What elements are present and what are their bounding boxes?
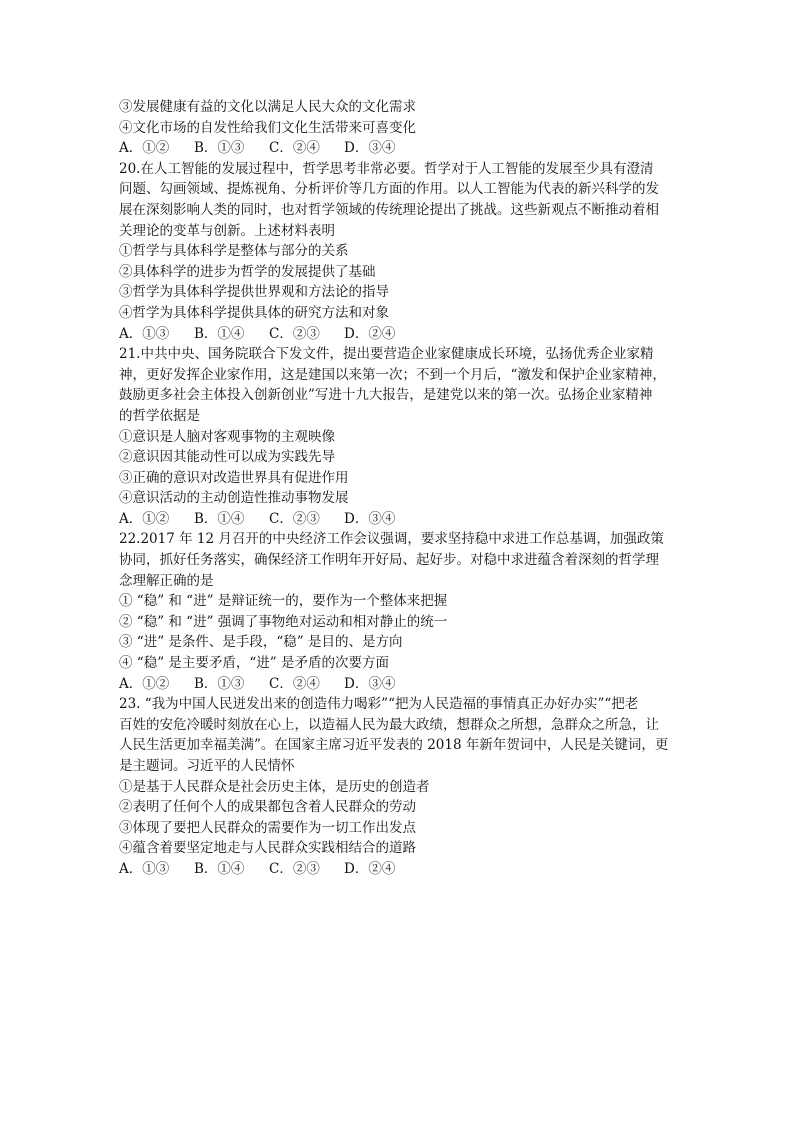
q20-stem-line: 20.在人工智能的发展过程中，哲学思考非常必要。哲学对于人工智能的发展至少具有澄清 xyxy=(119,160,654,177)
q19-statement-4: ④文化市场的自发性给我们文化生活带来可喜变化 xyxy=(119,119,416,136)
q22-option-a: A．①② xyxy=(119,675,170,692)
q22-option-b: B．①③ xyxy=(194,675,245,692)
q21-option-b: B．①④ xyxy=(194,510,245,527)
q20-statement-4: ④哲学为具体科学提供具体的研究方法和对象 xyxy=(119,304,389,321)
q22-statement-3: ③ “进” 是条件、是手段，“稳” 是目的、是方向 xyxy=(119,634,403,651)
q19-option-c: C．②④ xyxy=(269,140,320,157)
q22-stem-line: 念理解正确的是 xyxy=(119,572,214,589)
q22-statement-1: ① “稳” 和 “进” 是辩证统一的，要作为一个整体来把握 xyxy=(119,593,448,610)
q22-option-d: D．③④ xyxy=(344,675,396,692)
q21-stem-line: 神，更好发挥企业家作用，这是建国以来第一次；不到一个月后，“激发和保护企业家精神， xyxy=(119,366,666,383)
q23-option-c: C．②③ xyxy=(269,860,320,877)
q21-stem-line: 21.中共中央、国务院联合下发文件，提出要营造企业家健康成长环境，弘扬优秀企业家精 xyxy=(119,346,654,363)
q20-statement-1: ①哲学与具体科学是整体与部分的关系 xyxy=(119,243,349,260)
q23-statement-3: ③体现了要把人民群众的需要作为一切工作出发点 xyxy=(119,819,416,836)
q22-stem-line: 22.2017 年 12 月召开的中央经济工作会议强调，要求坚持稳中求进工作总基调，加强政策 xyxy=(119,531,664,548)
q23-stem-line: 是主题词。习近平的人民情怀 xyxy=(119,758,295,774)
exam-page xyxy=(119,97,679,880)
q22-options xyxy=(119,674,679,695)
q23-stem-line: 23. “我为中国人民迸发出来的创造伟力喝彩”“把为人民造福的事情真正办好办实”“把老 xyxy=(119,696,639,713)
q22-statement-2: ② “稳” 和 “进” 强调了事物绝对运动和相对静止的统一 xyxy=(119,613,448,630)
q20-stem-line: 关理论的变革与创新。上述材料表明 xyxy=(119,222,335,239)
q23-option-d: D．②④ xyxy=(344,860,396,877)
q22-statement-4: ④ “稳” 是主要矛盾，“进” 是矛盾的次要方面 xyxy=(119,655,389,672)
q22-option-c: C．②④ xyxy=(269,675,320,692)
q23-stem-line: 人民生活更加幸福美满”。在国家主席习近平发表的 2018 年新年贺词中，人民是关键词，更 xyxy=(119,737,669,754)
q21-stem-line: 的哲学依据是 xyxy=(119,407,200,424)
q20-option-b: B．①④ xyxy=(194,325,245,342)
q19-option-b: B．①③ xyxy=(194,140,245,157)
q23-statement-4: ④蕴含着要坚定地走与人民群众实践相结合的道路 xyxy=(119,840,416,857)
q19-statement-3: ③发展健康有益的文化以满足人民大众的文化需求 xyxy=(119,99,416,115)
q20-statement-2: ②具体科学的进步为哲学的发展提供了基础 xyxy=(119,263,376,280)
q20-option-a: A．①③ xyxy=(119,325,170,342)
q21-statement-2: ②意识因其能动性可以成为实践先导 xyxy=(119,449,335,466)
q21-option-a: A．①② xyxy=(119,510,170,527)
q20-stem-line: 展在深刻影响人类的同时，也对哲学领域的传统理论提出了挑战。这些新观点不断推动着相 xyxy=(119,201,659,218)
q23-stem-line: 百姓的安危冷暖时刻放在心上，以造福人民为最大政绩，想群众之所想，急群众之所急，让 xyxy=(119,716,659,733)
q19-option-d: D．③④ xyxy=(344,140,396,157)
q21-statement-3: ③正确的意识对改造世界具有促进作用 xyxy=(119,469,349,486)
q23-options xyxy=(119,859,679,880)
q23-statement-2: ②表明了任何个人的成果都包含着人民群众的劳动 xyxy=(119,799,416,816)
q20-statement-3: ③哲学为具体科学提供世界观和方法论的指导 xyxy=(119,284,389,301)
q21-option-c: C．②③ xyxy=(269,510,320,527)
q20-option-c: C．②③ xyxy=(269,325,320,342)
q21-statement-4: ④意识活动的主动创造性推动事物发展 xyxy=(119,490,349,507)
q20-stem-line: 问题、勾画领域、提炼视角、分析评价等几方面的作用。以人工智能为代表的新兴科学的发 xyxy=(119,181,659,198)
q23-statement-1: ①是基于人民群众是社会历史主体，是历史的创造者 xyxy=(119,778,430,795)
q22-stem-line: 协同，抓好任务落实，确保经济工作明年开好局、起好步。对稳中求进蕴含着深刻的哲学理 xyxy=(119,552,659,569)
q20-option-d: D．②④ xyxy=(344,325,396,342)
q19-option-a: A．①② xyxy=(119,140,170,157)
q21-stem-line: 鼓励更多社会主体投入创新创业”写进十九大报告，是建党以来的第一次。弘扬企业家精神 xyxy=(119,387,653,404)
q23-option-b: B．①④ xyxy=(194,860,245,877)
q21-options xyxy=(119,509,679,530)
q20-options xyxy=(119,324,679,345)
q23-option-a: A．①③ xyxy=(119,860,170,877)
q19-options xyxy=(119,138,679,159)
q21-option-d: D．③④ xyxy=(344,510,396,527)
q21-statement-1: ①意识是人脑对客观事物的主观映像 xyxy=(119,428,335,445)
